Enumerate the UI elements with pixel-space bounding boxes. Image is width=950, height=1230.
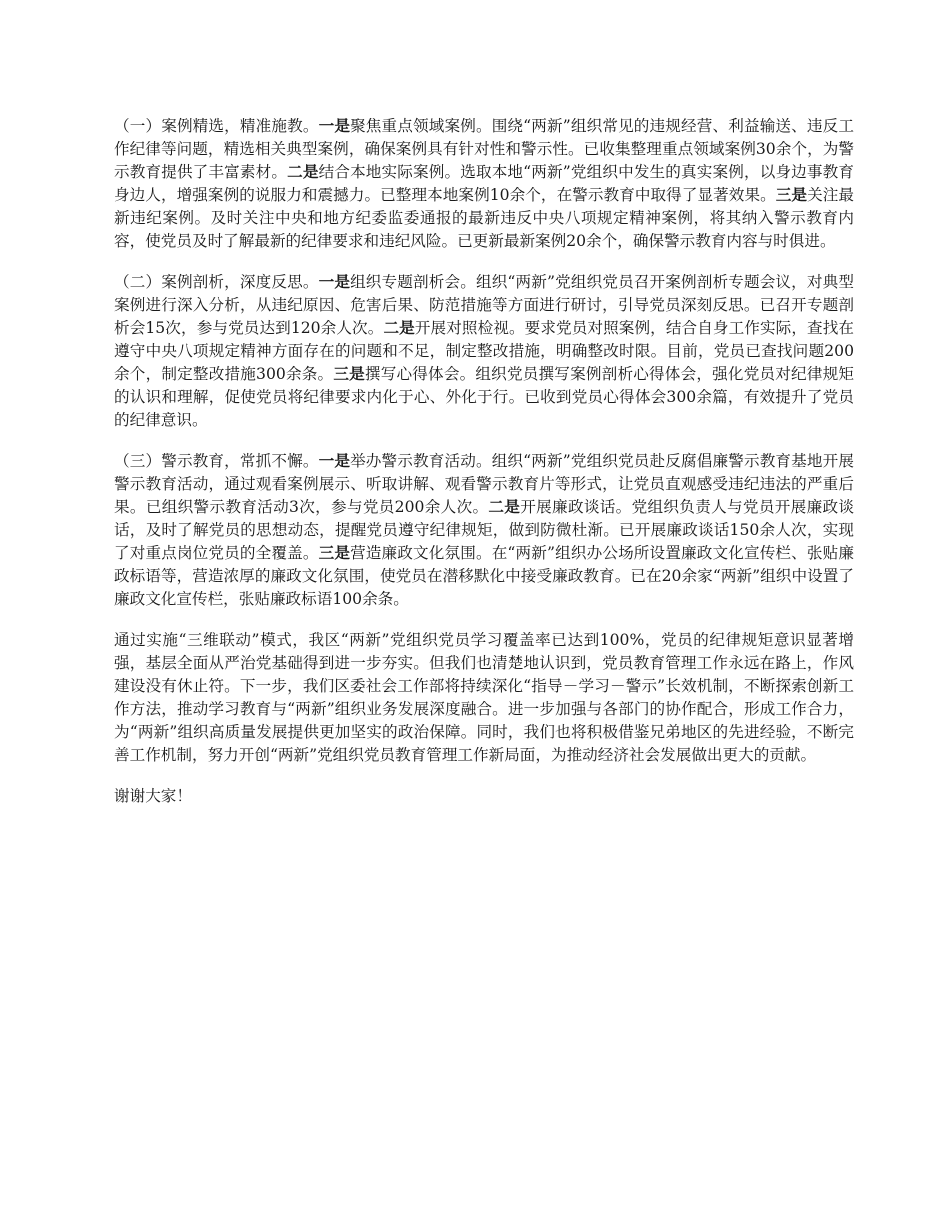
emphasis-label: 一是 [318,452,351,470]
document-body [114,115,854,826]
emphasis-label: 二是 [287,163,319,181]
text-segment: 通过实施“三维联动”模式，我区“两新”党组织党员学习覆盖率已达到100%，党员的纪律规矩意识显著增强，基层全面从严治党基础得到进一步夯实。但我们也清楚地认识到，党员教育管理工作永远在路上，作风建设没有休止符。下一步，我们区委社会工作部将持续深化“指导－学习－警示”长效机制，不断探索创新工作方法，推动学习教育与“两新”组织业务发展深度融合。进一步加强与各部门的协作配合，形成工作合力，为“两新”组织高质量发展提供更加坚实的政治保障。同时，我们也将积极借鉴兄弟地区的先进经验，不断完善工作机制，努力开创“两新”党组织党员教育管理工作新局面，为推动经济社会发展做出更大的贡献。 [114,631,854,764]
text-segment: 开展廉政谈话。党组织负责人与党员开展廉政谈话，及时了解党员的思想动态，提醒党员遵守纪律规矩，做到防微杜渐。已开展廉政谈话150余人次，实现了对重点岗位党员的全覆盖。 [114,498,854,562]
emphasis-label: 二是 [488,498,521,516]
emphasis-label: 一是 [318,117,351,135]
emphasis-label: 三是 [775,186,808,204]
text-segment: 聚焦重点领域案例。围绕“两新”组织常见的违规经营、利益输送、违反工作纪律等问题，精选相关典型案例，确保案例具有针对性和警示性。已收集整理重点领域案例30余个，为警示教育提供了丰富素材。 [114,117,854,181]
closing-remark: 谢谢大家！ [114,787,192,805]
text-segment: 结合本地实际案例。选取本地“两新”党组织中发生的真实案例，以身边事教育身边人，增强案例的说服力和震撼力。已整理本地案例10余个，在警示教育中取得了显著效果。 [114,163,854,204]
text-segment: 开展对照检视。要求党员对照案例，结合自身工作实际，查找在遵守中央八项规定精神方面存在的问题和不足，制定整改措施，明确整改时限。目前，党员已查找问题200余个，制定整改措施300余条。 [114,319,854,383]
text-segment: （二）案例剖析，深度反思。 [114,273,319,291]
text-segment: 关注最新违纪案例。及时关注中央和地方纪委监委通报的最新违反中央八项规定精神案例，将其纳入警示教育内容，使党员及时了解最新的纪律要求和违纪风险。已更新最新案例20余个，确保警示教育内容与时俱进。 [114,186,854,250]
text-segment: 撰写心得体会。组织党员撰写案例剖析心得体会，强化党员对纪律规矩的认识和理解，促使党员将纪律要求内化于心、外化于行。已收到党员心得体会300余篇，有效提升了党员的纪律意识。 [114,365,854,429]
emphasis-label: 二是 [383,319,415,337]
text-segment: （一）案例精选，精准施教。 [114,117,319,135]
emphasis-label: 三是 [333,365,365,383]
paragraph-warning-education [114,450,854,611]
paragraph-case-selection [114,115,854,253]
emphasis-label: 一是 [318,273,351,291]
text-segment: （三）警示教育，常抓不懈。 [114,452,319,470]
emphasis-label: 三是 [318,544,351,562]
paragraph-conclusion [114,629,854,767]
text-segment: 营造廉政文化氛围。在“两新”组织办公场所设置廉政文化宣传栏、张贴廉政标语等，营造浓厚的廉政文化氛围，使党员在潜移默化中接受廉政教育。已在20余家“两新”组织中设置了廉政文化宣传栏，张贴廉政标语100余条。 [114,544,854,608]
text-segment: 举办警示教育活动。组织“两新”党组织党员赴反腐倡廉警示教育基地开展警示教育活动，通过观看案例展示、听取讲解、观看警示教育片等形式，让党员直观感受违纪违法的严重后果。已组织警示教育活动3次，参与党员200余人次。 [114,452,854,516]
text-segment: 组织专题剖析会。组织“两新”党组织党员召开案例剖析专题会议，对典型案例进行深入分析，从违纪原因、危害后果、防范措施等方面进行研讨，引导党员深刻反思。已召开专题剖析会15次，参与党员达到120余人次。 [114,273,854,337]
paragraph-case-analysis [114,271,854,432]
